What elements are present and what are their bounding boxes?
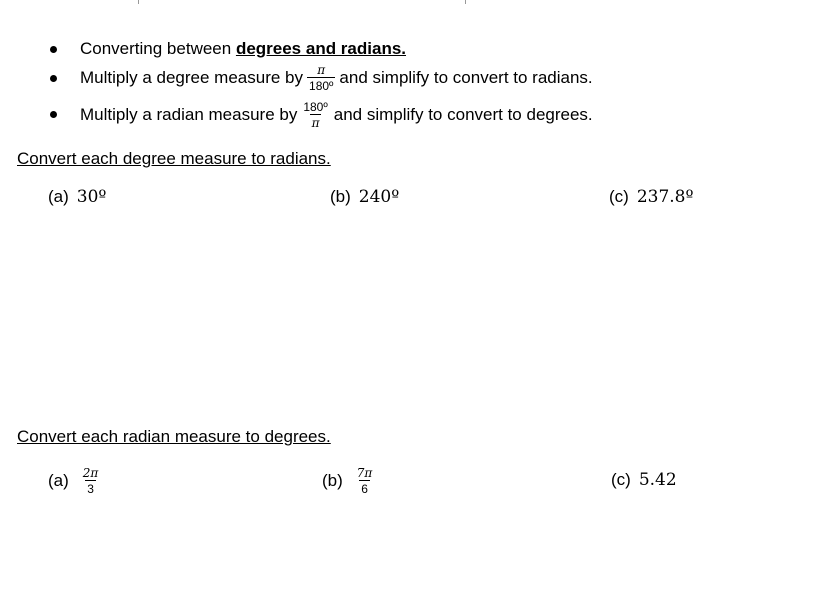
- fraction-denominator: 6: [361, 482, 368, 496]
- fraction-numerator: 180º: [303, 100, 328, 114]
- problem-1a: [48, 187, 106, 207]
- problem-value: 5.42: [638, 470, 677, 490]
- top-divider-mark: [465, 0, 466, 4]
- problem-label: (c): [609, 187, 629, 206]
- problem-2a: [48, 462, 104, 500]
- bullet-dot: [50, 75, 57, 82]
- bullet-item-3: [0, 96, 820, 134]
- bullet-3-after: and simplify to convert to degrees.: [333, 105, 593, 124]
- fraction-numerator: 7π: [356, 466, 373, 480]
- bullet-dot: [50, 46, 57, 53]
- bullet-1-emphasis: degrees and radians.: [235, 39, 407, 58]
- bullet-3-before: Multiply a radian measure by: [80, 105, 298, 124]
- problem-value: 237.8º: [636, 187, 694, 207]
- problem-label: (c): [611, 470, 631, 489]
- fraction-numerator: π: [317, 63, 326, 77]
- bullet-1-text: Converting between: [80, 39, 236, 58]
- fraction-numerator: 2π: [82, 466, 99, 480]
- fraction-denominator: 3: [87, 482, 94, 496]
- fraction-7pi-over-6: [355, 467, 375, 495]
- bullet-item-2: [0, 60, 820, 96]
- fraction-180-over-pi: [301, 101, 329, 129]
- section-1-heading: Convert each degree measure to radians.: [17, 149, 331, 168]
- problem-label: (b): [330, 187, 351, 206]
- fraction-denominator: π: [311, 116, 320, 130]
- problem-label: (b): [322, 471, 343, 490]
- problem-2c: [611, 470, 677, 490]
- problem-label: (a): [48, 187, 69, 206]
- bullet-2-after: and simplify to convert to radians.: [339, 68, 593, 87]
- fraction-pi-over-180: [307, 64, 335, 92]
- section-2-heading: Convert each radian measure to degrees.: [17, 427, 331, 446]
- fraction-2pi-over-3: [81, 467, 101, 495]
- top-divider-mark: [138, 0, 139, 4]
- bullet-2-before: Multiply a degree measure by: [80, 68, 304, 87]
- problem-1c: [609, 187, 694, 207]
- problem-1b: [330, 187, 399, 207]
- bullet-item-1: [0, 38, 820, 60]
- problem-label: (a): [48, 471, 69, 490]
- problem-2b: [322, 462, 378, 500]
- problem-value: 30º: [76, 187, 107, 207]
- bullet-dot: [50, 111, 57, 118]
- fraction-denominator: 180º: [309, 79, 334, 93]
- problem-value: 240º: [358, 187, 400, 207]
